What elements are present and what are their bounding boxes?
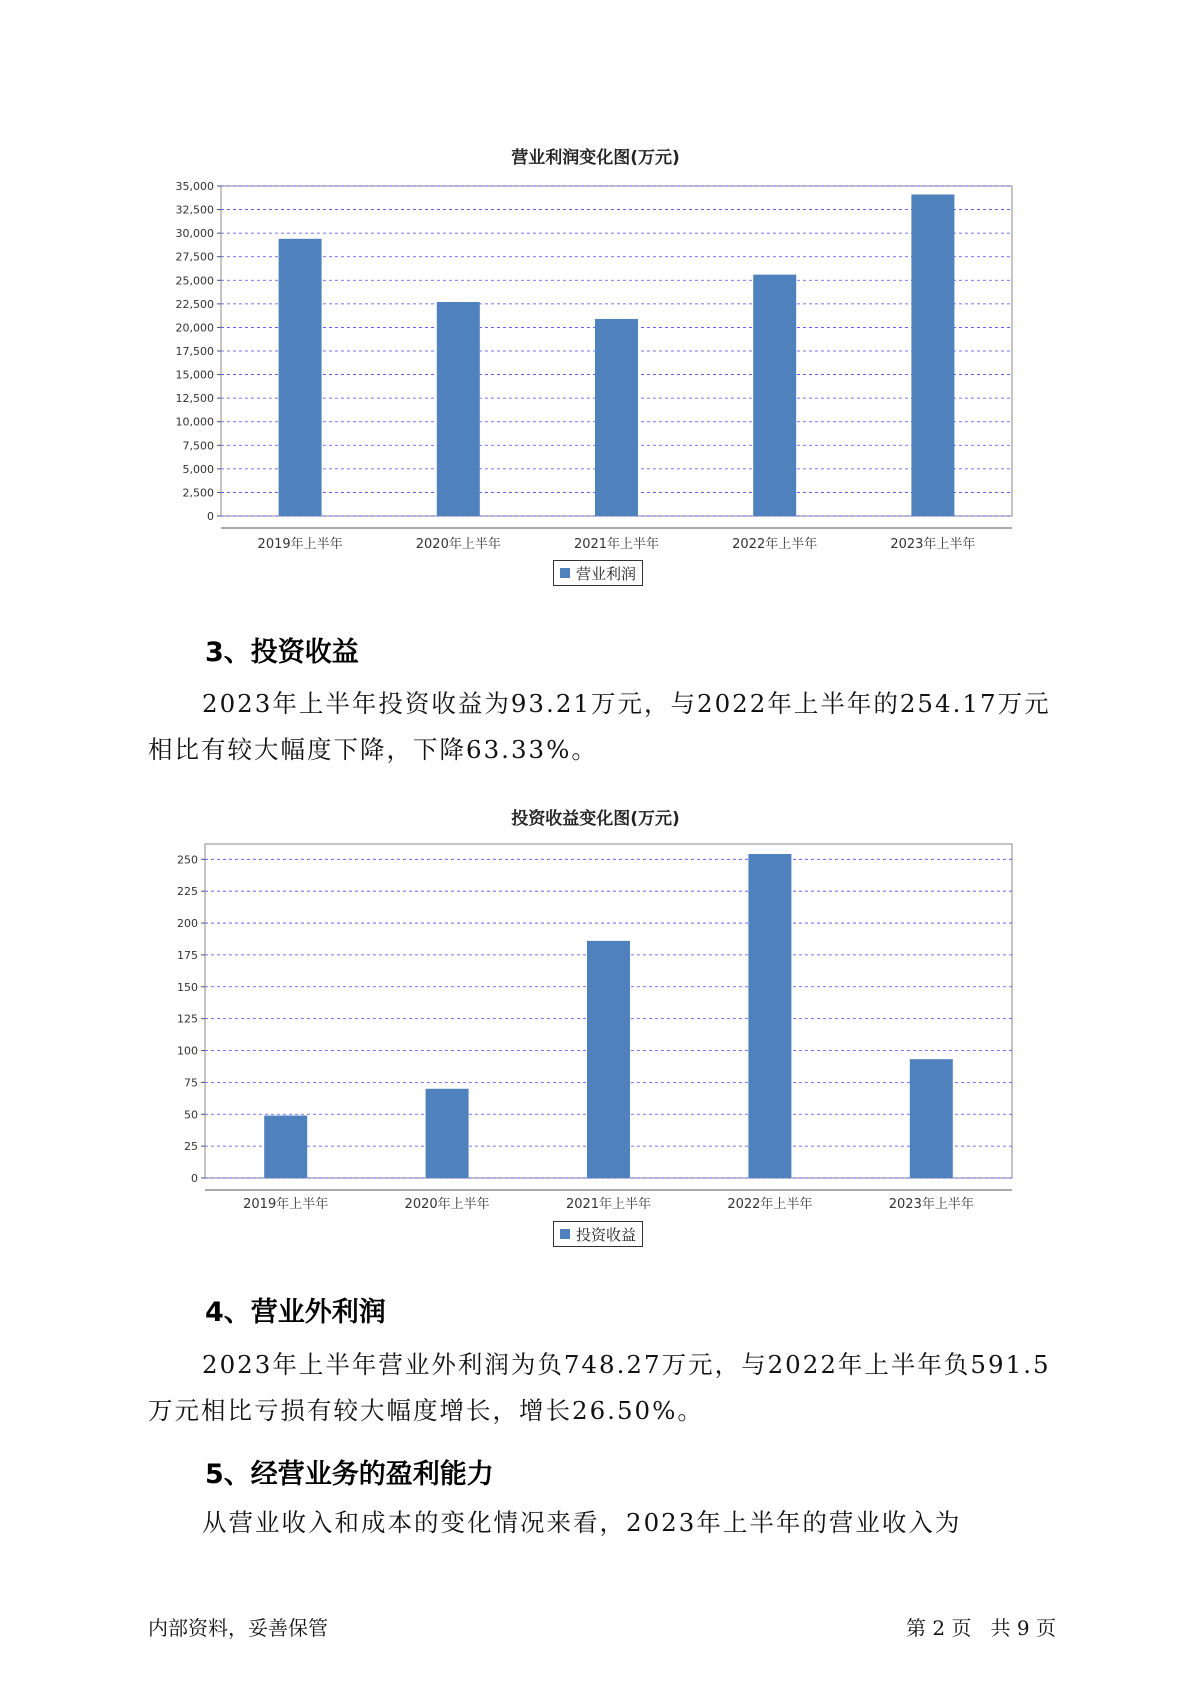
y-tick-label: 225 [177, 885, 198, 899]
x-tick-label: 2019年上半年 [243, 1197, 329, 1212]
y-tick-label: 32,500 [175, 203, 214, 217]
x-tick-label: 2023年上半年 [888, 1197, 974, 1212]
y-tick-label: 22,500 [175, 297, 214, 311]
y-tick-label: 12,500 [175, 392, 214, 406]
legend-swatch [560, 1229, 570, 1239]
x-tick-label: 2019年上半年 [257, 537, 343, 552]
y-tick-label: 75 [184, 1076, 198, 1090]
bar [748, 854, 791, 1178]
y-tick-label: 150 [177, 980, 198, 994]
bar [426, 1089, 469, 1178]
x-tick-label: 2021年上半年 [573, 537, 660, 552]
y-tick-label: 27,500 [175, 250, 214, 264]
y-tick-label: 2,500 [182, 486, 214, 500]
legend-label: 投资收益 [576, 1225, 637, 1244]
y-tick-label: 175 [177, 948, 198, 962]
heading-non-operating-profit: 4、营业外利润 [205, 1297, 386, 1328]
y-tick-label: 5,000 [182, 462, 214, 476]
y-tick-label: 35,000 [175, 180, 214, 193]
x-tick-label: 2023年上半年 [890, 537, 976, 552]
bar [910, 1059, 953, 1178]
y-tick-label: 0 [191, 1172, 198, 1185]
x-tick-label: 2021年上半年 [565, 1197, 652, 1212]
x-tick-label: 2022年上半年 [727, 1197, 813, 1212]
y-tick-label: 250 [177, 853, 198, 867]
heading-business-profitability: 5、经营业务的盈利能力 [205, 1459, 494, 1490]
legend-label: 营业利润 [576, 564, 637, 583]
bar [587, 941, 630, 1178]
y-tick-label: 17,500 [175, 345, 214, 358]
paragraph-investment-income: 2023年上半年投资收益为93.21万元，与2022年上半年的254.17万元相比有较大幅度下降，下降63.33%。 [148, 689, 1051, 764]
chart-title-investment-income: 投资收益变化图(万元) [511, 809, 680, 829]
y-tick-label: 100 [177, 1044, 198, 1058]
paragraph-non-operating-profit: 2023年上半年营业外利润为负748.27万元，与2022年上半年负591.5万元相比亏损有较大幅度增长，增长26.50%。 [148, 1350, 1051, 1425]
y-tick-label: 0 [207, 510, 214, 523]
chart-title-operating-profit: 营业利润变化图(万元) [511, 148, 680, 168]
y-tick-label: 20,000 [175, 321, 214, 335]
y-tick-label: 7,500 [182, 439, 214, 453]
chart-legend-investment-income [553, 1221, 643, 1247]
bar [264, 1116, 307, 1178]
heading-investment-income: 3、投资收益 [205, 637, 359, 668]
y-tick-label: 30,000 [175, 227, 214, 241]
y-tick-label: 50 [184, 1108, 198, 1122]
footer-confidential: 内部资料，妥善保管 [148, 1616, 328, 1640]
y-tick-label: 25,000 [175, 274, 214, 288]
y-tick-label: 125 [177, 1012, 198, 1026]
x-tick-label: 2020年上半年 [404, 1197, 490, 1212]
y-tick-label: 200 [177, 917, 198, 931]
paragraph-business-profitability: 从营业收入和成本的变化情况来看，2023年上半年的营业收入为 [202, 1508, 962, 1537]
y-tick-label: 10,000 [175, 415, 214, 429]
y-tick-label: 15,000 [175, 368, 214, 382]
y-tick-label: 25 [184, 1140, 198, 1154]
x-tick-label: 2020年上半年 [415, 537, 501, 552]
x-tick-label: 2022年上半年 [732, 537, 818, 552]
footer-page-number: 第 2 页 共 9 页 [906, 1616, 1056, 1640]
